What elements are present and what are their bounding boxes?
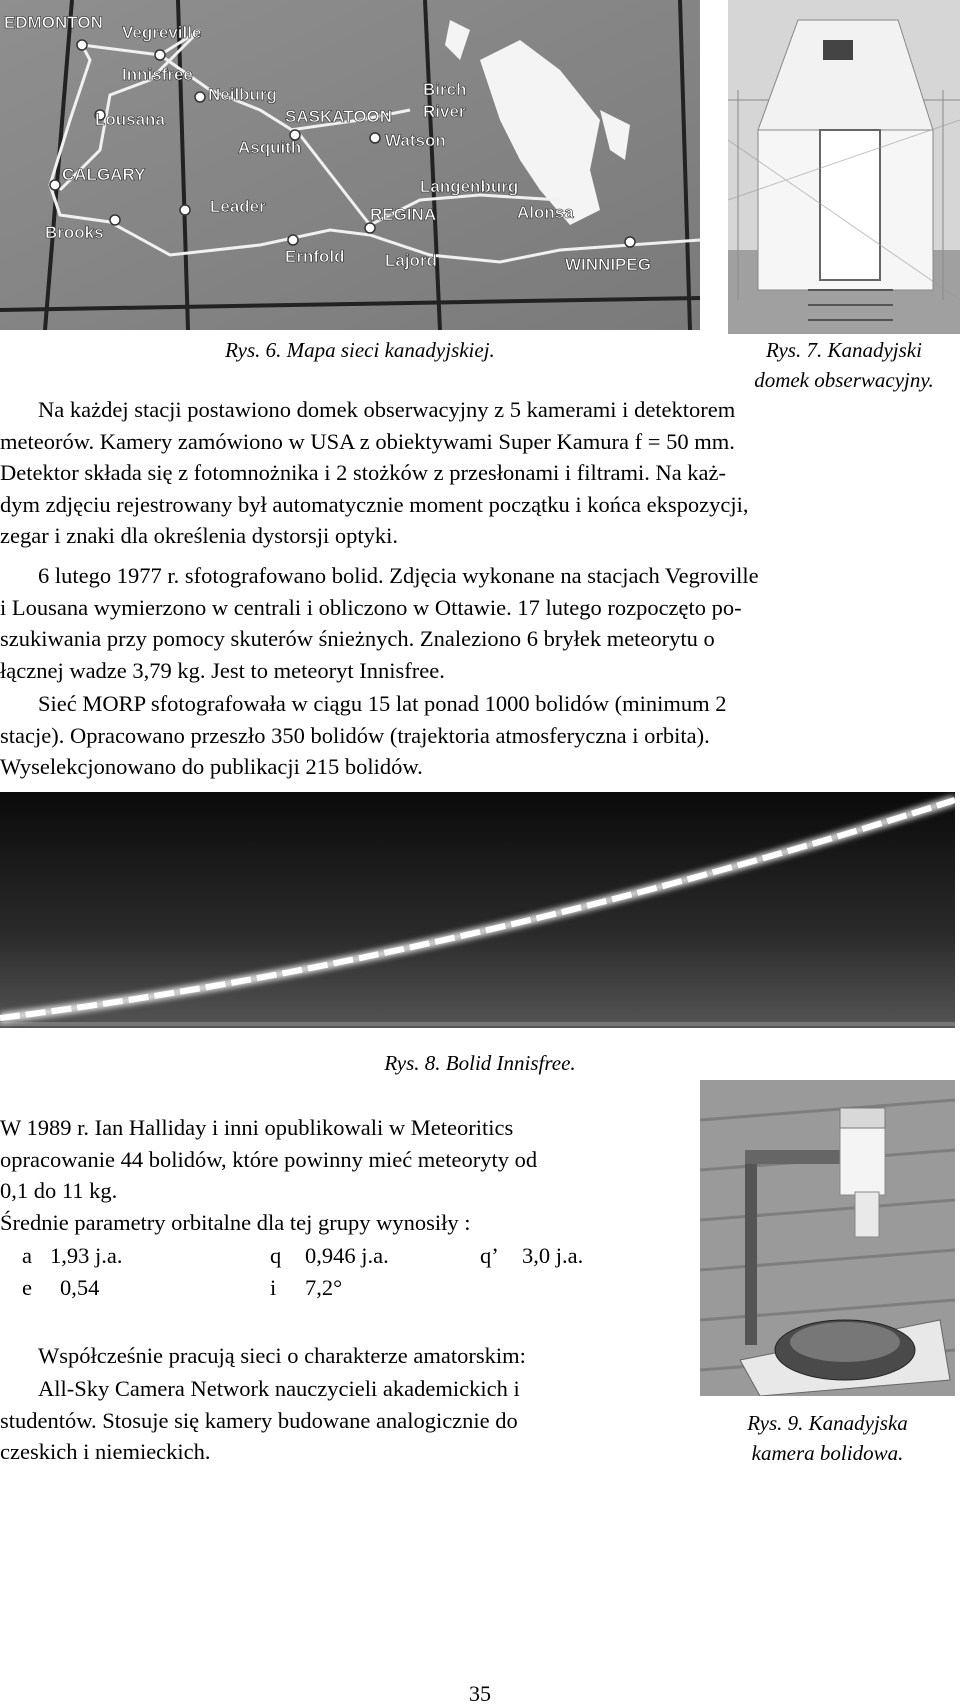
figure-7-caption-line1: Rys. 7. Kanadyjski [766,338,922,362]
text-line: Na każdej stacji postawiono domek obserwacyjny z 5 kamerami i detektorem [38,397,736,422]
figure-7-caption [728,335,960,395]
map-figure [0,0,700,330]
map-label: Brooks [45,223,104,242]
map-label: Leader [210,197,266,216]
text-line: szukiwania przy pomocy skuterów śnieżnych. Znaleziono 6 bryłek meteorytu o [0,626,715,651]
text-line: Sieć MORP sfotografowała w ciągu 15 lat ponad 1000 bolidów (minimum 2 [38,691,727,716]
map-label: REGINA [370,205,437,224]
map-label: Birch [423,80,467,99]
figure-9-caption [700,1408,955,1468]
map-label: Ernfold [285,247,345,266]
orbital-parameters [0,1240,692,1304]
text-line: dym zdjęciu rejestrowany był automatycznie moment początku i końca ekspozycji, [0,491,749,517]
text-line: Detektor składa się z fotomnożnika i 2 stożków z przesłonami i filtrami. Na każ- [0,460,727,485]
map-label: CALGARY [62,165,146,184]
text-line: W 1989 r. Ian Halliday i inni opublikowali w Meteoritics [0,1115,514,1140]
map-label: Lousana [95,110,165,129]
param-value: 1,93 j.a. [50,1243,123,1268]
map-label: EDMONTON [4,13,103,32]
map-label: River [423,102,466,121]
param-value: 7,2° [305,1275,343,1300]
map-label: SASKATOON [285,107,393,126]
map-label: Langenburg [420,177,519,196]
text-line: studentów. Stosuje się kamery budowane analogicznie do [0,1407,518,1433]
paragraph-bolide [0,560,960,686]
map-label: Watson [385,131,446,150]
text-line: czeskich i niemieckich. [0,1439,211,1464]
text-line: opracowanie 44 bolidów, które powinny mieć meteoryty od [0,1146,538,1172]
camera-photo [700,1080,955,1396]
param-value: 0,54 [60,1275,100,1300]
figure-7-caption-line2: domek obserwacyjny. [754,368,934,392]
paragraph-morp [0,688,960,783]
observation-hut-image [728,0,960,334]
text-line: Średnie parametry orbitalne dla tej grupy wynosiły : [0,1209,471,1235]
page-number: 35 [469,1681,491,1706]
text-line: stacje). Opracowano przeszło 350 bolidów (trajektoria atmosferyczna i orbita). [0,722,710,748]
map-label: Neilburg [208,85,277,104]
text-line: 0,1 do 11 kg. [0,1178,118,1203]
map-label: Lajord [385,251,437,270]
map-image [0,0,700,330]
param-symbol: a [22,1243,32,1268]
bolide-innisfree-image [0,792,955,1028]
figure-9-caption-line1: Rys. 9. Kanadyjska [747,1411,908,1435]
text-line: 6 lutego 1977 r. sfotografowano bolid. Zdjęcia wykonane na stacjach Vegroville [38,563,759,588]
map-label: Asquith [238,138,302,157]
text-line: zegar i znaki dla określenia dystorsji optyki. [0,523,399,548]
text-line: meteorów. Kamery zamówiono w USA z obiektywami Super Kamura f = 50 mm. [0,428,735,454]
param-value: 3,0 j.a. [522,1243,584,1268]
param-symbol: e [22,1275,32,1300]
figure-9-caption-line2: kamera bolidowa. [751,1441,904,1465]
figure-8-caption: Rys. 8. Bolid Innisfree. [384,1051,576,1075]
bolide-camera-image [700,1080,955,1396]
figure-6-caption: Rys. 6. Mapa sieci kanadyjskiej. [225,338,495,362]
param-value: 0,946 j.a. [305,1243,389,1268]
paragraph-amateur [0,1340,692,1372]
param-symbol: q’ [480,1243,499,1268]
paragraph-halliday [0,1112,692,1238]
bolide-photo [0,792,955,1028]
map-label: Innisfree [122,65,193,84]
text-line: All-Sky Camera Network nauczycieli akademickich i [38,1376,520,1401]
text-line: i Lousana wymierzono w centrali i obliczono w Ottawie. 17 lutego rozpoczęto po- [0,594,742,620]
param-symbol: q [270,1243,282,1268]
paragraph-stations [0,394,960,552]
map-label: Vegreville [122,23,202,42]
text-line: Wyselekcjonowano do publikacji 215 bolidów. [0,754,423,779]
text-line: Współcześnie pracują sieci o charakterze amatorskim: [38,1343,526,1368]
param-symbol: i [270,1275,277,1300]
map-label: WINNIPEG [565,255,651,274]
paragraph-allsky [0,1373,692,1468]
hut-photo [728,0,960,334]
text-line: łącznej wadze 3,79 kg. Jest to meteoryt Innisfree. [0,657,445,683]
map-label: Alonsa [517,203,574,222]
